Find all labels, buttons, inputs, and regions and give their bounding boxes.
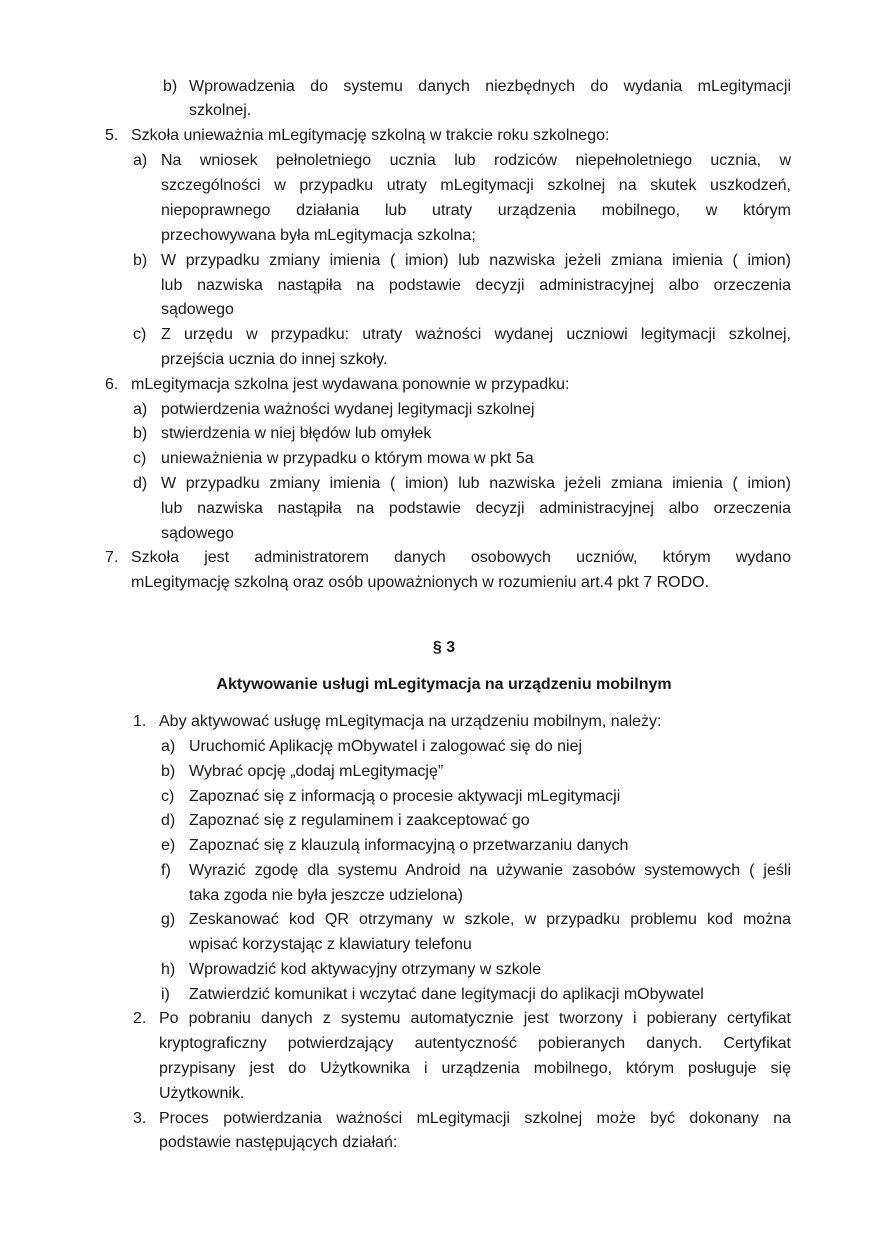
- list-item-text: potwierdzenia ważności wydanej legitymacji szkolnej: [161, 401, 535, 418]
- list-item-text: stwierdzenia w niej błędów lub omyłek: [161, 425, 432, 442]
- list-item-text: Wprowadzić kod aktywacyjny otrzymany w szkole: [189, 961, 542, 978]
- list-item-text: Użytkownik.: [159, 1085, 245, 1102]
- list-marker: h): [161, 961, 176, 978]
- list-marker: a): [133, 401, 148, 418]
- list-number: 7.: [105, 549, 119, 566]
- list-item-text: unieważnienia w przypadku o którym mowa w pkt 5a: [161, 450, 534, 467]
- list-marker: b): [133, 425, 148, 442]
- list-number: 5.: [105, 127, 119, 144]
- list-marker: b): [161, 763, 176, 780]
- list-item-text: W przypadku zmiany imienia ( imion) lub nazwiska jeżeli zmiana imienia ( imion): [161, 475, 791, 492]
- list-item-text: wpisać korzystając z klawiatury telefonu: [189, 936, 472, 953]
- list-marker: c): [133, 326, 147, 343]
- list-number: 2.: [133, 1010, 147, 1027]
- list-item-text: Na wniosek pełnoletniego ucznia lub rodziców niepełnoletniego ucznia, w: [161, 152, 791, 169]
- list-item-text: niepoprawnego działania lub utraty urządzenia mobilnego, w którym: [161, 202, 791, 219]
- list-item-text: Szkoła unieważnia mLegitymację szkolną w trakcie roku szkolnego:: [131, 127, 610, 144]
- list-item-text: lub nazwiska nastąpiła na podstawie decyzji administracyjnej albo orzeczenia: [161, 500, 791, 517]
- list-item-text: lub nazwiska nastąpiła na podstawie decyzji administracyjnej albo orzeczenia: [161, 277, 791, 294]
- list-number: 6.: [105, 376, 119, 393]
- list-marker: f): [161, 862, 171, 879]
- list-marker: b): [133, 252, 148, 269]
- list-item-text: mLegitymację szkolną oraz osób upoważnionych w rozumieniu art.4 pkt 7 RODO.: [131, 574, 710, 591]
- list-item-text: kryptograficzny potwierdzający autentyczność pobieranych danych. Certyfikat: [159, 1035, 791, 1052]
- list-item-text: szkolnej.: [189, 102, 252, 119]
- list-item-text: sądowego: [161, 301, 234, 318]
- list-item-text: Zapoznać się z klauzulą informacyjną o przetwarzaniu danych: [189, 837, 629, 854]
- list-item-text: Wyrazić zgodę dla systemu Android na używanie zasobów systemowych ( jeśli: [189, 862, 791, 879]
- list-marker: i): [161, 986, 170, 1003]
- section-number: § 3: [432, 639, 456, 656]
- list-marker: b): [163, 78, 178, 95]
- list-item-text: Zeskanować kod QR otrzymany w szkole, w przypadku problemu kod można: [189, 911, 791, 928]
- list-item-text: Proces potwierdzania ważności mLegitymacji szkolnej może być dokonany na: [159, 1110, 791, 1127]
- list-marker: d): [161, 812, 176, 829]
- list-marker: e): [161, 837, 176, 854]
- list-item-text: podstawie następujących działań:: [159, 1134, 398, 1151]
- list-item-text: Szkoła jest administratorem danych osobowych uczniów, którym wydano: [131, 549, 791, 566]
- list-item-text: Zatwierdzić komunikat i wczytać dane legitymacji do aplikacji mObywatel: [189, 986, 704, 1003]
- list-marker: c): [161, 788, 175, 805]
- list-number: 3.: [133, 1110, 147, 1127]
- section-title: Aktywowanie usługi mLegitymacja na urządzeniu mobilnym: [216, 676, 672, 693]
- list-item-text: przejścia ucznia do innej szkoły.: [161, 351, 388, 368]
- list-item-text: przechowywana była mLegitymacja szkolna;: [161, 227, 476, 244]
- list-item-text: Wybrać opcję „dodaj mLegitymację”: [189, 763, 444, 780]
- list-item-text: Aby aktywować usługę mLegitymacja na urządzeniu mobilnym, należy:: [159, 713, 662, 730]
- list-item-text: sądowego: [161, 525, 234, 542]
- list-item-text: Uruchomić Aplikację mObywatel i zalogować się do niej: [189, 738, 583, 755]
- list-marker: a): [161, 738, 176, 755]
- list-item-text: Z urzędu w przypadku: utraty ważności wydanej uczniowi legitymacji szkolnej,: [161, 326, 791, 343]
- list-item-text: szczególności w przypadku utraty mLegitymacji szkolnej na skutek uszkodzeń,: [161, 177, 791, 194]
- list-marker: c): [133, 450, 147, 467]
- list-number: 1.: [133, 713, 147, 730]
- list-marker: g): [161, 911, 176, 928]
- list-item-text: Wprowadzenia do systemu danych niezbędnych do wydania mLegitymacji: [189, 78, 791, 95]
- list-item-text: Zapoznać się z informacją o procesie aktywacji mLegitymacji: [189, 788, 621, 805]
- list-item-text: przypisany jest do Użytkownika i urządzenia mobilnego, którym posługuje się: [159, 1060, 791, 1077]
- list-marker: a): [133, 152, 148, 169]
- list-marker: d): [133, 475, 148, 492]
- list-item-text: Po pobraniu danych z systemu automatycznie jest tworzony i pobierany certyfikat: [159, 1010, 791, 1027]
- list-item-text: taka zgoda nie była jeszcze udzielona): [189, 887, 463, 904]
- list-item-text: W przypadku zmiany imienia ( imion) lub nazwiska jeżeli zmiana imienia ( imion): [161, 252, 791, 269]
- list-item-text: Zapoznać się z regulaminem i zaakceptować go: [189, 812, 530, 829]
- list-item-text: mLegitymacja szkolna jest wydawana ponownie w przypadku:: [131, 376, 570, 393]
